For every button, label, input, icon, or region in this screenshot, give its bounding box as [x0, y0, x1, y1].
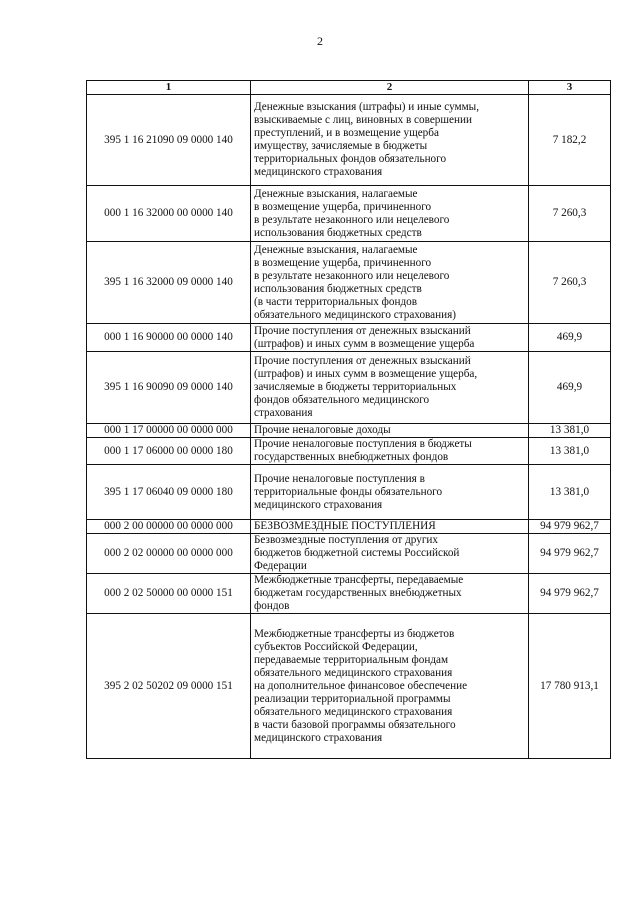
table-row [87, 520, 611, 534]
revenue-name-cell: Прочие неналоговые поступления в бюджеты государственных внебюджетных фондов [251, 438, 529, 465]
budget-code-cell: 395 1 17 06040 09 0000 180 [87, 465, 251, 520]
table-row [87, 614, 611, 759]
budget-code-cell: 000 1 16 90000 00 0000 140 [87, 324, 251, 352]
amount-cell: 469,9 [529, 324, 611, 352]
revenue-name-cell: Прочие неналоговые поступления в территориальные фонды обязательного медицинского страхования [251, 465, 529, 520]
revenue-name-cell: Денежные взыскания, налагаемые в возмещение ущерба, причиненного в результате незаконного или нецелевого использования бюджетных средств (в части территориальных фондов обязательного медицинского страхования) [251, 242, 529, 324]
budget-code-cell: 000 1 17 00000 00 0000 000 [87, 424, 251, 438]
amount-cell: 13 381,0 [529, 438, 611, 465]
table-header [87, 81, 611, 95]
table-body [87, 95, 611, 759]
revenue-name-cell: Денежные взыскания, налагаемые в возмещение ущерба, причиненного в результате незаконного или нецелевого использования бюджетных средств [251, 186, 529, 242]
table-row [87, 242, 611, 324]
table-row [87, 424, 611, 438]
revenue-name-cell: Межбюджетные трансферты из бюджетов субъектов Российской Федерации, передаваемые территориальным фондам обязательного медицинского страхования на дополнительное финансовое обеспечение реализации территориальной программы обязательного медицинского страхования в части базовой программы обязательного медицинского страхования [251, 614, 529, 759]
table-row [87, 438, 611, 465]
column-header-3: 3 [529, 81, 611, 95]
revenue-name-cell: Межбюджетные трансферты, передаваемые бюджетам государственных внебюджетных фондов [251, 574, 529, 614]
amount-cell: 13 381,0 [529, 465, 611, 520]
table-row [87, 352, 611, 424]
budget-code-cell: 000 1 16 32000 00 0000 140 [87, 186, 251, 242]
table-row [87, 574, 611, 614]
amount-cell: 17 780 913,1 [529, 614, 611, 759]
budget-code-cell: 395 1 16 90090 09 0000 140 [87, 352, 251, 424]
revenue-name-cell: Безвозмездные поступления от других бюджетов бюджетной системы Российской Федерации [251, 534, 529, 574]
revenue-name-cell: Прочие поступления от денежных взысканий (штрафов) и иных сумм в возмещение ущерба [251, 324, 529, 352]
budget-code-cell: 000 2 02 50000 00 0000 151 [87, 574, 251, 614]
revenue-name-cell: Прочие неналоговые доходы [251, 424, 529, 438]
column-header-1: 1 [87, 81, 251, 95]
amount-cell: 94 979 962,7 [529, 574, 611, 614]
amount-cell: 13 381,0 [529, 424, 611, 438]
table-row [87, 465, 611, 520]
budget-code-cell: 395 1 16 21090 09 0000 140 [87, 95, 251, 186]
revenue-name-cell: БЕЗВОЗМЕЗДНЫЕ ПОСТУПЛЕНИЯ [251, 520, 529, 534]
revenue-name-cell: Прочие поступления от денежных взысканий (штрафов) и иных сумм в возмещение ущерба, зачисляемые в бюджеты территориальных фондов обязательного медицинского страхования [251, 352, 529, 424]
column-header-2: 2 [251, 81, 529, 95]
amount-cell: 94 979 962,7 [529, 534, 611, 574]
amount-cell: 7 260,3 [529, 242, 611, 324]
amount-cell: 469,9 [529, 352, 611, 424]
amount-cell: 94 979 962,7 [529, 520, 611, 534]
amount-cell: 7 182,2 [529, 95, 611, 186]
table-row [87, 324, 611, 352]
budget-revenue-table [86, 80, 611, 759]
budget-code-cell: 000 2 02 00000 00 0000 000 [87, 534, 251, 574]
header-row [87, 81, 611, 95]
budget-code-cell: 395 1 16 32000 09 0000 140 [87, 242, 251, 324]
table-row [87, 534, 611, 574]
amount-cell: 7 260,3 [529, 186, 611, 242]
budget-code-cell: 395 2 02 50202 09 0000 151 [87, 614, 251, 759]
budget-code-cell: 000 2 00 00000 00 0000 000 [87, 520, 251, 534]
budget-code-cell: 000 1 17 06000 00 0000 180 [87, 438, 251, 465]
table-row [87, 186, 611, 242]
table-row [87, 95, 611, 186]
revenue-name-cell: Денежные взыскания (штрафы) и иные суммы, взыскиваемые с лиц, виновных в совершении преступлений, и в возмещение ущерба имуществу, зачисляемые в бюджеты территориальных фондов обязательного медицинского страхования [251, 95, 529, 186]
page-number: 2 [317, 34, 323, 48]
